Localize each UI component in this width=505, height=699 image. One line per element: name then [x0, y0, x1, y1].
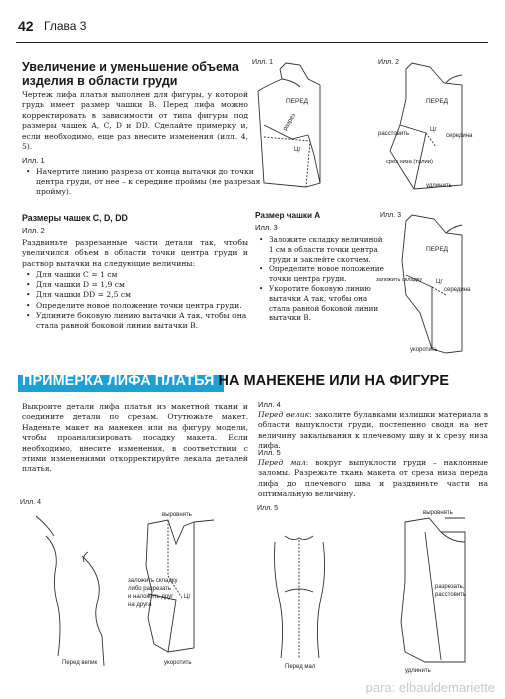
list-item: • Заложите складку величиной 1 см в области точки центра груди и заклейте скотчем. — [269, 235, 387, 264]
ill2-hem-text: срез низа (талии) — [386, 159, 433, 165]
ill2-diagram — [378, 59, 473, 189]
ill5-pattern-outline — [401, 518, 465, 662]
ill5-figure — [255, 502, 490, 676]
ill1-bust-text: Цг — [294, 147, 301, 153]
ill2-lengthen-text: удлинить — [426, 183, 452, 189]
ill3-heading: Илл. 3 — [255, 223, 278, 232]
ill3-bust-text: Цг — [436, 279, 443, 285]
ill2-front-text: ПЕРЕД — [426, 98, 449, 105]
header-rule — [16, 42, 488, 43]
top-diagrams — [250, 55, 498, 365]
fitting-intro: Выкроите детали лифа платья из макетной ткани и соедините детали по срезам. Отутюжьте макет. Наденьте макет на манекен или на фигуру модели, чтобы проанализировать посадку макета. Если необходимо, внесите изменения, в соответствии с этими изменениями откорректируйте лекала деталей платья. — [22, 402, 248, 474]
ill4-note-3: и наложить друг — [128, 594, 174, 600]
ill4-bust-text: Цг — [184, 594, 191, 600]
ill4-note-2: либо разрезать — [128, 586, 172, 592]
list-item: • Для чашки C = 1 см — [36, 270, 262, 280]
list-item: • Определите новое положение точки центра груди. — [36, 301, 262, 311]
ill2-spread-text: расстовить — [378, 131, 410, 137]
size-a-heading: Размер чашки A — [255, 211, 321, 220]
ill3-fold-text: заложить складку — [376, 277, 423, 283]
ill3-neckline — [446, 225, 462, 233]
chapter-title: Глава 3 — [44, 19, 87, 33]
ill5-text: Перед мал: вокруг выпуклости груди – наклонные заломы. Разрежьте ткань макета от среза низа переда лифа до плечевого шва и раздвиньте части на оптимальную величину. — [258, 458, 488, 499]
ill4-text: Перед велик: заколите булавками излишки материала в области выпуклости груди, постепенно сводя на нет величину закалывания к плечевому шву и к срезу низа лифа. — [258, 410, 488, 451]
ill2-middle-text: середина — [446, 133, 473, 139]
list-item: • Для чашки D = 1,9 см — [36, 280, 262, 290]
ill1-label: Илл. 1 — [252, 59, 273, 66]
ill5-side-right — [317, 542, 324, 658]
ill3-diagram — [376, 212, 471, 353]
ill5-lengthen-text: удлинить — [405, 668, 431, 674]
list-item: • Укоротите боковую линию вытачки А так, чтобы она стала равной боковой линии вытачки B. — [269, 284, 387, 323]
ill4-body-back — [46, 536, 60, 656]
ill3-front-text: ПЕРЕД — [426, 246, 449, 253]
ill2-neckline — [446, 75, 462, 83]
ill4-figure — [18, 496, 248, 676]
ill2-label: Илл. 2 — [378, 59, 399, 66]
banner-title: ПРИМЕРКА ЛИФА ПЛАТЬЯ НА МАНЕКЕНЕ ИЛИ НА ФИГУРЕ — [22, 373, 450, 389]
ill4-neck — [36, 516, 54, 536]
ill5-neckline — [285, 536, 313, 540]
ill1-bullet: • Начертите линию разреза от конца вытачки до точки центра груди, от нее – к середине проймы (не разрезая пройму). — [36, 167, 262, 198]
ill3-middle-text: середина — [444, 287, 471, 293]
ill2-dart — [426, 133, 436, 147]
ill5-caption: Перед мал — [285, 664, 316, 670]
list-item: • Определите новое положение точки центра груди. — [269, 264, 387, 284]
sizes-cd-heading: Размеры чашек C, D, DD — [22, 213, 128, 223]
intro-paragraph: Чертеж лифа платья выполнен для фигуры, у которой грудь имеет размер чашки B. Перед лифа можно корректировать в зависимости от типа фигуры под размеры чашек A, C, D и DD. Сделайте примерку и, если необходимо, еще раз внесите изменения (илл. 4, 5). — [22, 90, 248, 152]
ill5-neck-curve — [441, 532, 465, 542]
ill1-neckline — [282, 79, 300, 87]
ill4-align-line — [194, 520, 214, 522]
ill1-cut-text: разрез — [282, 112, 298, 132]
ill2-outline — [390, 63, 462, 189]
ill2-bust-text: Цг — [430, 127, 437, 133]
ill3-label: Илл. 3 — [380, 212, 401, 219]
ill4-shorten-text: укоротить — [164, 660, 192, 666]
ill5-label: Илл. 5 — [257, 505, 278, 512]
ill3-shorten-text: укоротить — [410, 347, 438, 353]
ill5-heading: Илл. 5 — [258, 448, 281, 457]
list-item: • Удлините боковую линию вытачки А так, чтобы она стала равной боковой линии вытачки В. — [36, 311, 262, 331]
ill1-heading: Илл. 1 — [22, 156, 45, 165]
ill2-paragraph: Раздвиньте разрезанные части детали так, чтобы увеличился объем в области точки центра груди и раствор вытачки на следующие величины: — [22, 238, 248, 268]
ill1-list — [22, 167, 262, 198]
ill4-caption: Перед велик — [62, 660, 98, 666]
watermark: para: elbauldemariette — [365, 680, 495, 695]
ill4-heading: Илл. 4 — [258, 400, 281, 409]
page-number: 42 — [18, 18, 34, 34]
ill4-note-1: заложить складку — [128, 578, 178, 584]
list-item: • Для чашки DD = 2,5 см — [36, 290, 262, 300]
ill5-note-2: расстовить — [435, 592, 467, 598]
ill1-diagram — [252, 59, 320, 187]
ill4-body-front — [82, 556, 104, 666]
section-title: Увеличение и уменьшение объема изделия в области груди — [22, 60, 239, 88]
ill4-note-4: на друга — [128, 602, 152, 608]
ill5-align-text: выровнять — [423, 510, 453, 516]
ill1-shoulder — [280, 63, 320, 85]
ill4-label: Илл. 4 — [20, 499, 41, 506]
ill1-front-text: ПЕРЕД — [286, 98, 309, 105]
ill4-dart — [148, 594, 176, 652]
ill4-chest — [84, 552, 89, 562]
ill2-heading: Илл. 2 — [22, 226, 45, 235]
ill5-side-left — [275, 542, 283, 658]
ill4-align-text: выровнять — [162, 512, 192, 518]
ill1-dart — [264, 137, 310, 187]
ill5-note-1: разрезать, — [435, 584, 465, 590]
fitting-banner — [18, 372, 490, 394]
ill2-list — [22, 270, 262, 331]
